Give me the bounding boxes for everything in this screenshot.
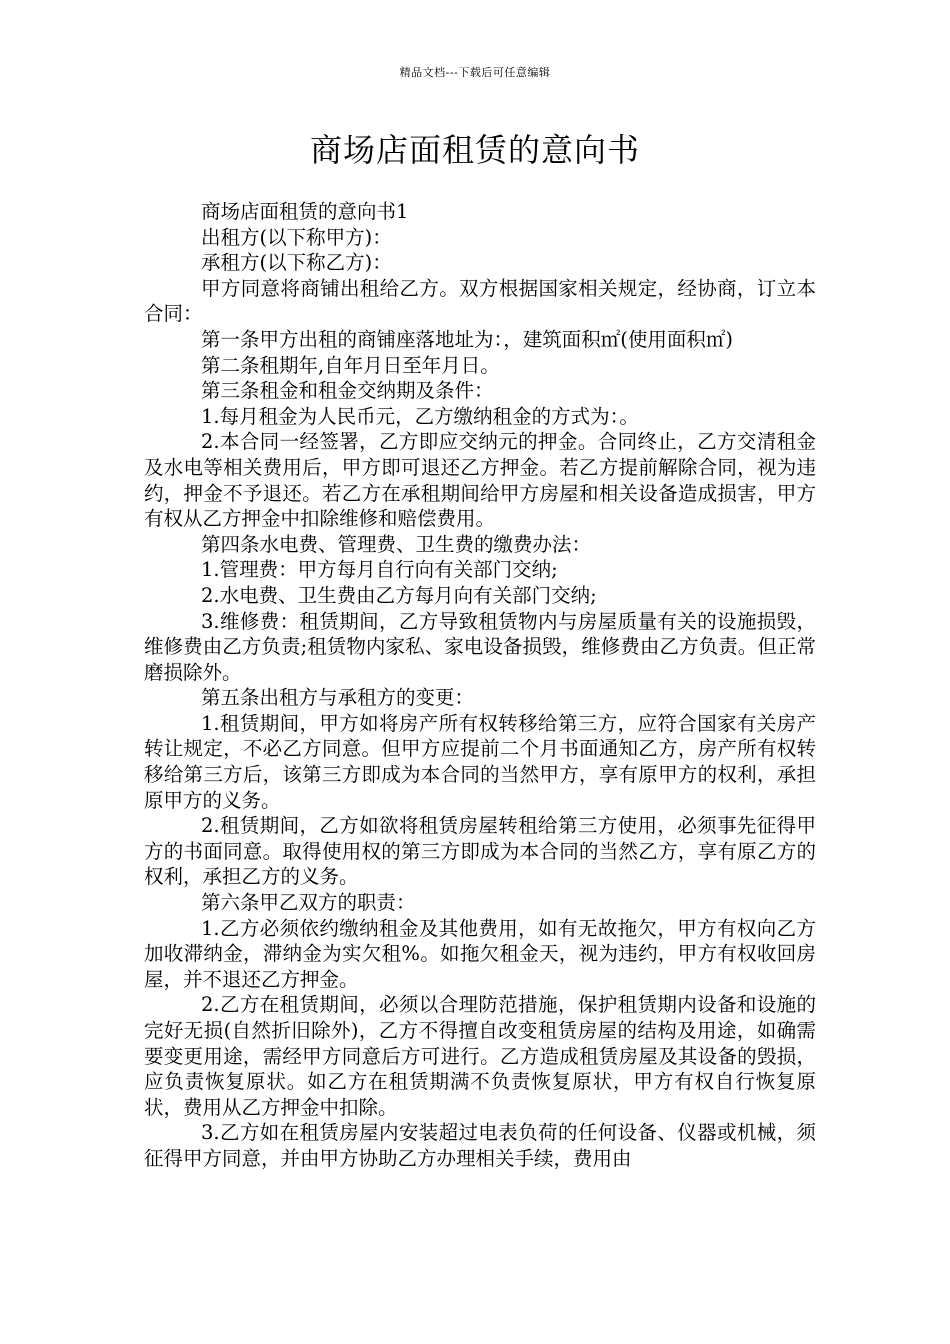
paragraph: 2.本合同一经签署，乙方即应交纳元的押金。合同终止，乙方交清租金及水电等相关费用后，甲方即可退还乙方押金。若乙方提前解除合同，视为违约，押金不予退还。若乙方在承租期间给甲方房屋和相关设备造成损害，甲方有权从乙方押金中扣除维修和赔偿费用。 (144, 430, 816, 531)
paragraph: 1.乙方必须依约缴纳租金及其他费用，如有无故拖欠，甲方有权向乙方加收滞纳金，滞纳金为实欠租%。如拖欠租金天，视为违约，甲方有权收回房屋，并不退还乙方押金。 (144, 916, 816, 991)
document-title: 商场店面租赁的意向书 (309, 131, 640, 169)
document-body (144, 199, 816, 1172)
paragraph: 2.乙方在租赁期间，必须以合理防范措施，保护租赁期内设备和设施的完好无损(自然折旧除外)，乙方不得擅自改变租赁房屋的结构及用途，如确需要变更用途，需经甲方同意后方可进行。乙方造成租赁房屋及其设备的毁损，应负责恢复原状。如乙方在租赁期满不负责恢复原状，甲方有权自行恢复原状，费用从乙方押金中扣除。 (144, 993, 816, 1119)
paragraph: 2.租赁期间，乙方如欲将租赁房屋转租给第三方使用，必须事先征得甲方的书面同意。取得使用权的第三方即成为本合同的当然乙方，享有原乙方的权利，承担乙方的义务。 (144, 814, 816, 889)
paragraph: 第二条租期年,自年月日至年月日。 (201, 353, 500, 377)
paragraph: 2.水电费、卫生费由乙方每月向有关部门交纳; (201, 583, 597, 607)
paragraph: 第六条甲乙双方的职责： (201, 891, 416, 915)
paragraph: 第五条出租方与承租方的变更： (201, 686, 475, 710)
paragraph: 甲方同意将商铺出租给乙方。双方根据国家相关规定，经协商，订立本合同： (144, 276, 816, 326)
paragraph: 承租方(以下称乙方)： (201, 251, 392, 275)
paragraph: 3.乙方如在租赁房屋内安装超过电表负荷的任何设备、仪器或机械，须征得甲方同意，并由甲方协助乙方办理相关手续，费用由 (144, 1121, 816, 1170)
paragraph: 1.每月租金为人民币元，乙方缴纳租金的方式为：。 (201, 404, 639, 428)
paragraph: 第一条甲方出租的商铺座落地址为：，建筑面积㎡(使用面积㎡) (201, 327, 733, 351)
paragraph: 第三条租金和租金交纳期及条件： (201, 379, 494, 403)
paragraph: 3.维修费：租赁期间，乙方导致租赁物内与房屋质量有关的设施损毁，维修费由乙方负责;租赁物内家私、家电设备损毁，维修费由乙方负责。但正常磨损除外。 (144, 609, 816, 684)
paragraph: 1.租赁期间，甲方如将房产所有权转移给第三方，应符合国家有关房产转让规定，不必乙方同意。但甲方应提前二个月书面通知乙方，房产所有权转移给第三方后，该第三方即成为本合同的当然甲方，享有原甲方的权利，承担原甲方的义务。 (144, 711, 816, 812)
header-note: 精品文档---下载后可任意编辑 (399, 66, 551, 79)
paragraph: 1.管理费：甲方每月自行向有关部门交纳; (201, 558, 558, 582)
paragraph: 第四条水电费、管理费、卫生费的缴费办法： (201, 532, 592, 556)
paragraph: 出租方(以下称甲方)： (201, 225, 392, 249)
paragraph: 商场店面租赁的意向书1 (201, 200, 409, 223)
